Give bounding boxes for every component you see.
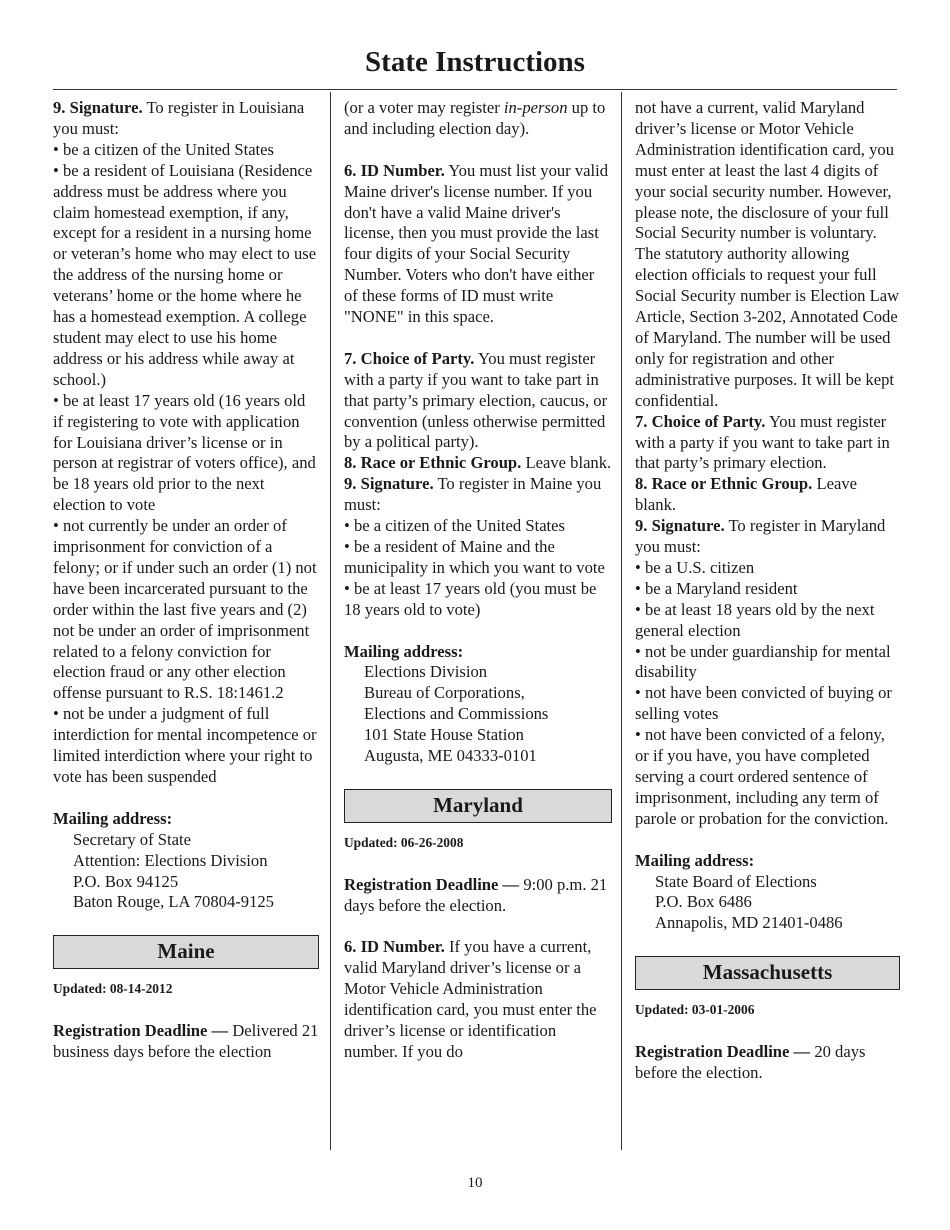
registration-deadline: Registration Deadline — 9:00 p.m. 21 days before the election.	[344, 874, 608, 915]
address-line: Annapolis, MD 21401-0486	[655, 913, 843, 933]
address-line: Secretary of State	[73, 829, 191, 849]
state-heading-maryland: Maryland	[344, 789, 612, 823]
race-section: 8. Race or Ethnic Group. Leave blank.	[635, 474, 858, 515]
updated-date: Updated: 08-14-2012	[53, 981, 173, 997]
address-line: P.O. Box 94125	[73, 871, 179, 891]
mailing-address	[53, 830, 319, 914]
requirement-item: • be a citizen of the United States	[344, 516, 565, 536]
id-number-section: 6. ID Number. You must list your valid Maine driver's license number. If you don't have a valid Maine driver's license, then you must provide the last four digits of your Social Security Number. Voters who don't have either of these forms of ID must write "NONE" in this space.	[344, 160, 609, 327]
requirement-item: • not be under a judgment of full interdiction for mental incompetence or limited interdiction where your right to vote has been suspended	[53, 704, 317, 786]
mailing-address-label: Mailing address:	[635, 850, 755, 870]
maine-continuation: (or a voter may register in-person up to and including election day).	[344, 98, 606, 138]
requirement-item: • be a resident of Louisiana (Residence address must be address where you claim homestead exemption, if any, except for a resident in a nursing home or veteran’s home who may elect to use the address of the nursing home or veterans’ home or the home where he has a homestead exemption. A college student may elect to use his home address or his address while away at school.)	[53, 160, 317, 389]
requirement-item: • be a Maryland resident	[635, 578, 798, 598]
updated-date: Updated: 06-26-2008	[344, 834, 464, 850]
address-line: Augusta, ME 04333-0101	[364, 746, 537, 766]
column-divider-1	[330, 92, 331, 1150]
column-divider-2	[621, 92, 622, 1150]
address-line: P.O. Box 6486	[655, 892, 752, 912]
address-line: Baton Rouge, LA 70804-9125	[73, 892, 274, 912]
column-1	[53, 98, 319, 1063]
page-number: 10	[467, 1175, 483, 1191]
state-heading-massachusetts: Massachusetts	[635, 956, 900, 990]
updated-date: Updated: 03-01-2006	[635, 1002, 755, 1018]
deadline-label: Registration Deadline —	[53, 1021, 229, 1041]
requirement-item: • be a resident of Maine and the municipality in which you want to vote	[344, 537, 605, 577]
requirement-item: • not be under guardianship for mental disability	[635, 641, 891, 682]
deadline-text: Delivered 21 business days before the election	[53, 1021, 319, 1062]
requirement-item: • be at least 17 years old (you must be 18 years old to vote)	[344, 578, 597, 619]
maine-signature-intro: 9. Signature. To register in Maine you must:	[344, 474, 602, 515]
requirement-item: • be at least 17 years old (16 years old if registering to vote with application for Louisiana driver’s license or in person at registrar of voters office), and be 18 years old prior to the next election to vote	[53, 390, 316, 515]
column-2	[344, 98, 612, 1063]
requirement-item: • not have been convicted of buying or selling votes	[635, 683, 892, 724]
requirement-item: • be a citizen of the United States	[53, 139, 274, 159]
address-line: Elections and Commissions	[364, 704, 549, 724]
requirement-item: • be at least 18 years old by the next general election	[635, 599, 875, 640]
page-title: State Instructions	[365, 46, 585, 78]
registration-deadline: Registration Deadline — 20 days before the election.	[635, 1042, 866, 1082]
title-rule	[53, 89, 897, 90]
mailing-address	[344, 662, 612, 767]
choice-of-party-section: 7. Choice of Party. You must register with a party if you want to take part in that party’s primary election, caucus, or convention (unless otherwise permitted by a political party).	[344, 348, 608, 452]
choice-of-party-section: 7. Choice of Party. You must register with a party if you want to take part in that party’s primary election.	[635, 411, 890, 473]
mailing-address-label: Mailing address:	[344, 641, 464, 661]
mailing-address-label: Mailing address:	[53, 808, 173, 828]
address-line: Attention: Elections Division	[73, 850, 268, 870]
id-number-section: 6. ID Number. If you have a current, valid Maryland driver’s license or a Motor Vehicle Administration identification card, you must enter the driver’s license or identification number. If you do	[344, 937, 597, 1061]
state-heading-maine: Maine	[53, 935, 319, 969]
maryland-id-continuation: not have a current, valid Maryland driver’s license or Motor Vehicle Administration identification card, you must enter at least the last 4 digits of your social security number. However, please note, the disclosure of your full Social Security number is voluntary. The statutory authority allowing election officials to request your full Social Security number is Election Law Article, Section 3-202, Annotated Code of Maryland. The number will be used only for registration and other administrative purposes. It will be kept confidential.	[635, 98, 900, 410]
signature-heading: 9. Signature.	[53, 98, 143, 117]
address-line: Bureau of Corporations,	[364, 683, 525, 703]
signature-intro-text: To register in Louisiana you must:	[53, 98, 305, 138]
requirement-item: • not currently be under an order of imprisonment for conviction of a felony; or if under such an order (1) not have been incarcerated pursuant to the order within the last five years and (2) not be under an order of imprisonment related to a felony conviction for election fraud or any other election offense pursuant to R.S. 18:1461.2	[53, 516, 317, 703]
requirement-item: • not have been convicted of a felony, or if you have, you have completed serving a court ordered sentence of imprisonment, including any term of parole or probation for the conviction.	[635, 725, 889, 828]
column-3	[635, 98, 900, 1084]
mailing-address	[635, 872, 900, 935]
maryland-signature-intro: 9. Signature. To register in Maryland you must:	[635, 516, 886, 557]
address-line: 101 State House Station	[364, 725, 524, 745]
address-line: State Board of Elections	[655, 871, 817, 891]
address-line: Elections Division	[364, 662, 488, 682]
louisiana-signature-intro	[53, 98, 319, 140]
requirement-item: • be a U.S. citizen	[635, 557, 755, 577]
race-section: 8. Race or Ethnic Group. Leave blank.	[344, 453, 612, 473]
registration-deadline	[53, 1021, 319, 1063]
